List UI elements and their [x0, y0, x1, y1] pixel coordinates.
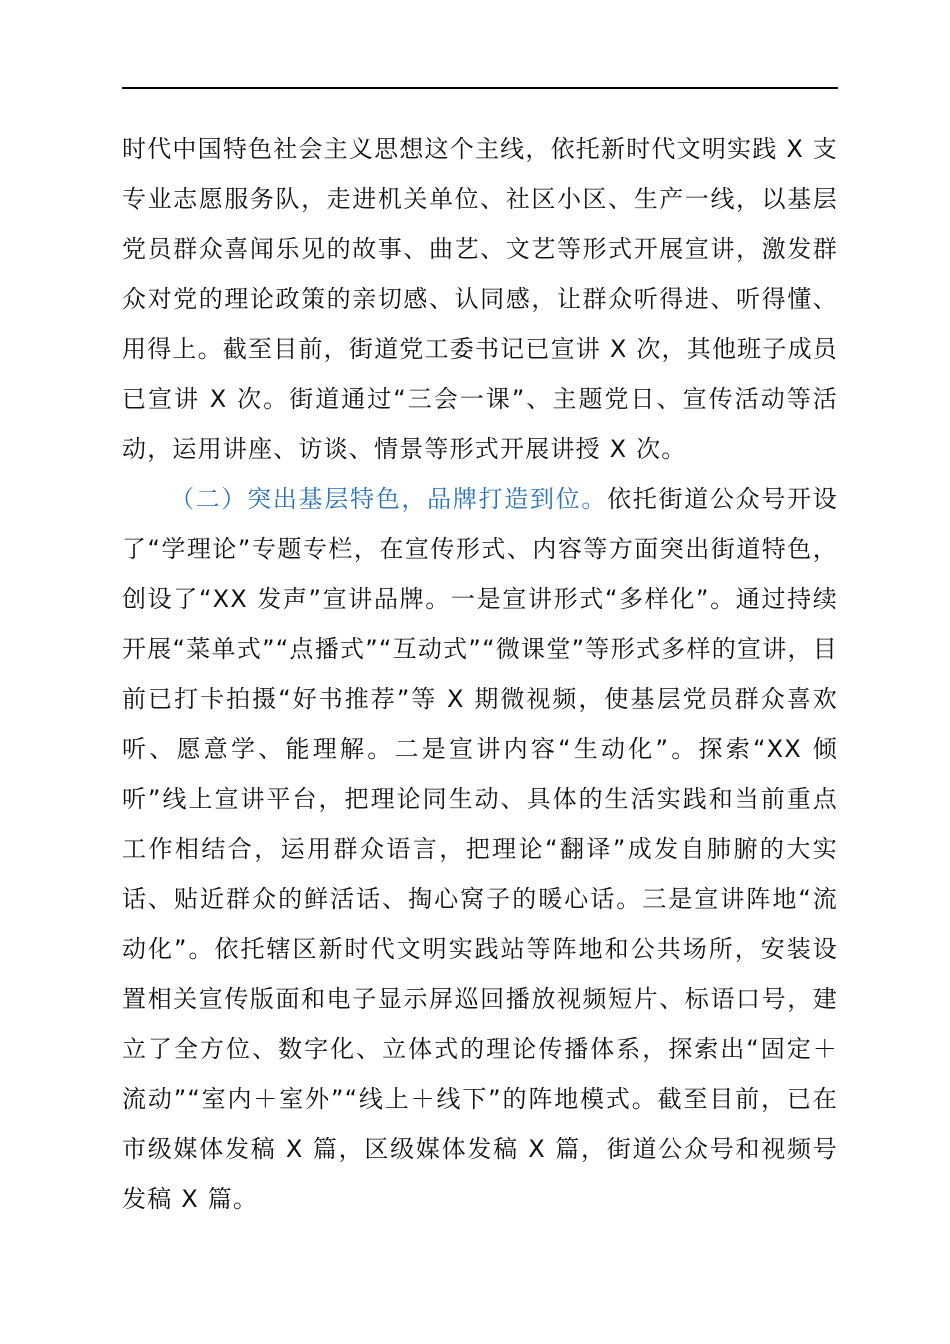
section-heading: （二）突出基层特色，品牌打造到位。 — [170, 485, 608, 513]
paragraph-text: 依托街道公众号开设了“学理论”专题专栏，在宣传形式、内容等方面突出街道特色，创设了“XX 发声”宣讲品牌。一是宣讲形式“多样化”。通过持续开展“菜单式”“点播式”“互动式”“微课堂”等形式多样的宣讲，目前已打卡拍摄“好书推荐”等 X 期微视频，使基层党员群众喜欢听、愿意学、能理解。二是宣讲内容“生动化”。探索“XX 倾听”线上宣讲平台，把理论同生动、具体的生活实践和当前重点工作相结合，运用群众语言，把理论“翻译”成发自肺腑的大实话、贴近群众的鲜活话、掏心窝子的暖心话。三是宣讲阵地“流动化”。依托辖区新时代文明实践站等阵地和公共场所，安装设置相关宣传版面和电子显示屏巡回播放视频短片、标语口号，建立了全方位、数字化、立体式的理论传播体系，探索出“固定＋流动”“室内＋室外”“线上＋线下”的阵地模式。截至目前，已在市级媒体发稿 X 篇，区级媒体发稿 X 篇，街道公众号和视频号发稿 X 篇。 — [122, 485, 838, 1213]
paragraph-continued — [122, 124, 838, 474]
paragraph-section-2 — [122, 474, 838, 1224]
header-rule — [122, 87, 838, 89]
paragraph-text: 时代中国特色社会主义思想这个主线，依托新时代文明实践 X 支专业志愿服务队，走进机关单位、社区小区、生产一线，以基层党员群众喜闻乐见的故事、曲艺、文艺等形式开展宣讲，激发群众对党的理论政策的亲切感、认同感，让群众听得进、听得懂、用得上。截至目前，街道党工委书记已宣讲 X 次，其他班子成员已宣讲 X 次。街道通过“三会一课”、主题党日、宣传活动等活动，运用讲座、访谈、情景等形式开展讲授 X 次。 — [122, 135, 838, 463]
document-body — [122, 124, 838, 1224]
